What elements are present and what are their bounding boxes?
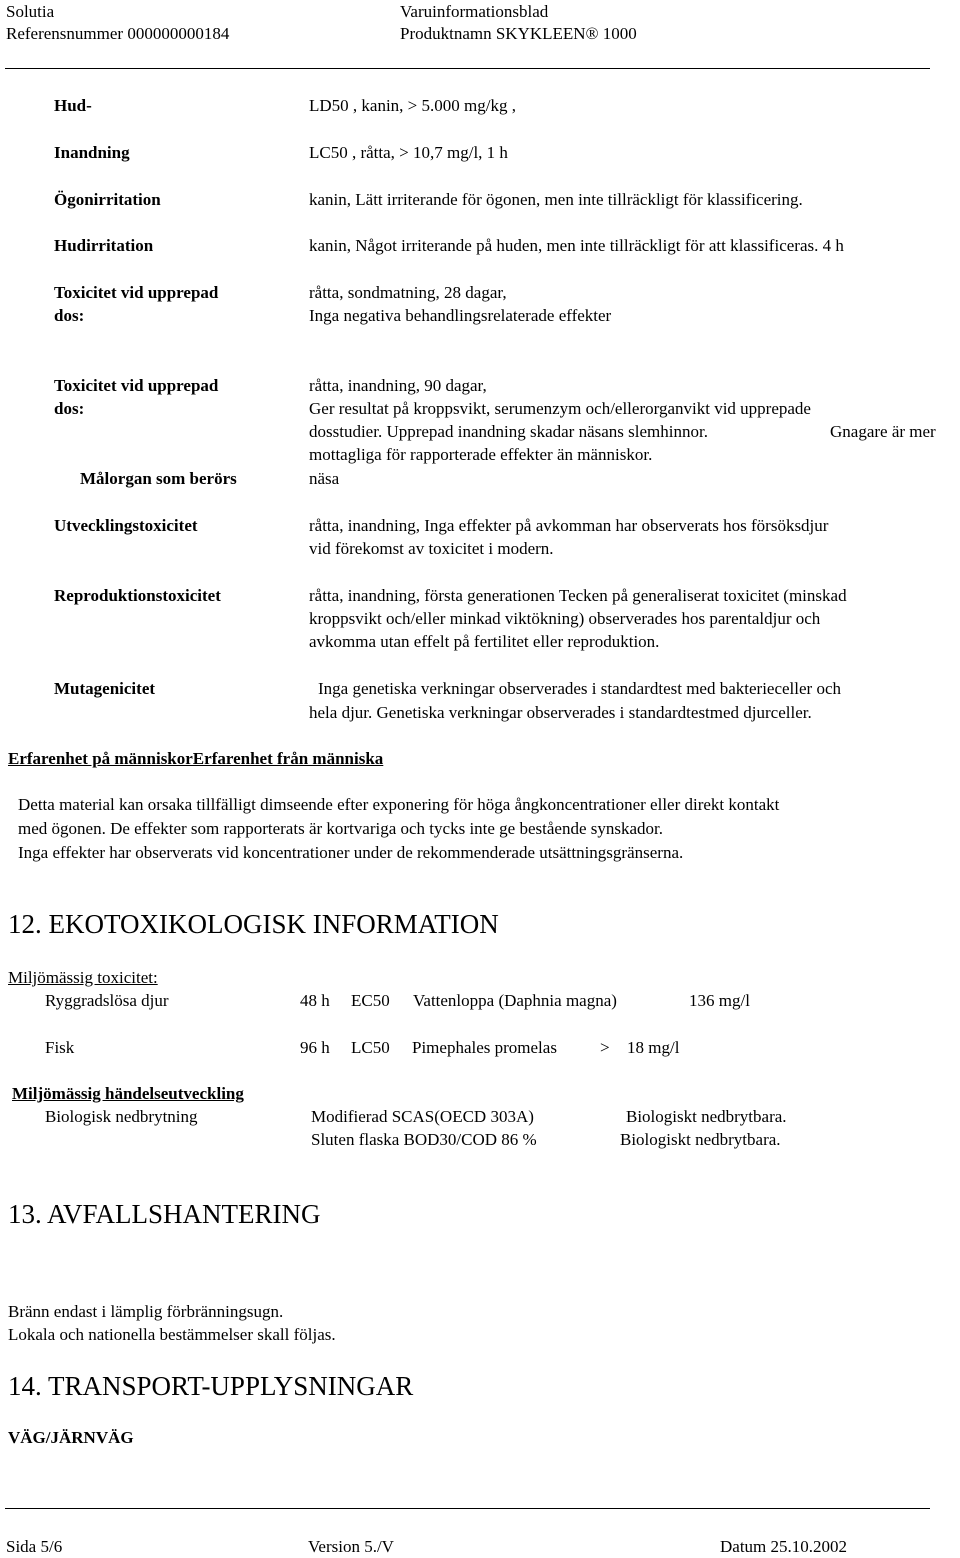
tox-value-repeated-dose-2-line3b: Gnagare är mer [830,422,936,441]
footer-divider [5,1508,930,1509]
tox-value-reproductive: råtta, inandning, första generationen Tecken på generaliserat toxicitet (minskad [309,586,847,605]
footer-date: Datum 25.10.2002 [720,1537,848,1556]
section-13-title: 13. AVFALLSHANTERING [8,1199,321,1229]
tox-label-mutagenicity: Mutagenicitet [54,679,156,698]
tox-value-mutagenicity-cont: hela djur. Genetiska verkningar observerades i standardtestmed djurceller. [309,703,812,722]
tox-label-repeated-dose-1: Toxicitet vid upprepad [54,283,219,302]
disposal-line-2: Lokala och nationella bestämmelser skall följas. [8,1325,336,1344]
ecotox-row-fish-test: LC50 [351,1038,390,1057]
header-product: Produktnamn SKYKLEEN® 1000 [400,24,637,43]
human-experience-line-2: med ögonen. De effekter som rapporterats är kortvariga och tycks inte ge bestående synskador. [18,819,663,838]
tox-value-developmental-cont: vid förekomst av toxicitet i modern. [309,539,554,558]
tox-value-hud: LD50 , kanin, > 5.000 mg/kg , [309,96,516,115]
section-12-title: 12. EKOTOXIKOLOGISK INFORMATION [8,909,499,939]
footer-version: Version 5./V [308,1537,394,1556]
biodegradation-method-2: Sluten flaska BOD30/COD 86 % [311,1130,537,1149]
tox-value-mutagenicity: Inga genetiska verkningar observerades i standardtest med bakterieceller och [318,679,841,698]
ecotox-row-fish-operator: > [600,1038,610,1057]
tox-value-hudirritation: kanin, Något irriterande på huden, men inte tillräckligt för att klassificeras. 4 h [309,236,844,255]
tox-value-repeated-dose-2: råtta, inandning, 90 dagar, [309,376,487,395]
tox-value-reproductive-line2: kroppsvikt och/eller minkad viktökning) observerades hos parentaldjur och [309,609,821,628]
tox-label-inandning: Inandning [54,143,130,162]
biodegradation-method-1: Modifierad SCAS(OECD 303A) [311,1107,534,1126]
tox-label-hudirritation: Hudirritation [54,236,154,255]
human-experience-line-3: Inga effekter har observerats vid koncentrationer under de rekommenderade utsättningsgränserna. [18,843,684,862]
env-fate-heading: Miljömässig händelseutveckling [12,1084,244,1103]
tox-label-target-organ: Målorgan som berörs [80,469,237,488]
biodegradation-label: Biologisk nedbrytning [45,1107,198,1126]
tox-value-repeated-dose-1: råtta, sondmatning, 28 dagar, [309,283,507,302]
ecotox-row-invertebrates-label: Ryggradslösa djur [45,991,169,1010]
ecotox-row-invertebrates-test: EC50 [351,991,390,1010]
ecotox-row-invertebrates-time: 48 h [300,991,330,1010]
tox-value-repeated-dose-2-line3: dosstudier. Upprepad inandning skadar näsans slemhinnor. [309,422,708,441]
tox-value-repeated-dose-2-line4: mottagliga för rapporterade effekter än människor. [309,445,653,464]
tox-value-repeated-dose-1-cont: Inga negativa behandlingsrelaterade effekter [309,306,612,325]
tox-label-hud: Hud- [54,96,92,115]
tox-value-reproductive-line3: avkomma utan effelt på fertilitet eller reproduktion. [309,632,660,651]
tox-value-inandning: LC50 , råtta, > 10,7 mg/l, 1 h [309,143,508,162]
ecotox-row-invertebrates-value: 136 mg/l [689,991,750,1010]
header-reference: Referensnummer 000000000184 [6,24,230,43]
disposal-line-1: Bränn endast i lämplig förbränningsugn. [8,1302,284,1321]
section-14-title: 14. TRANSPORT-UPPLYSNINGAR [8,1371,414,1401]
human-experience-line-1: Detta material kan orsaka tillfälligt dimseende efter exponering för höga ångkoncentrationer eller direkt kontakt [18,795,780,814]
tox-value-repeated-dose-2-line2: Ger resultat på kroppsvikt, serumenzym och/ellerorganvikt vid upprepade [309,399,811,418]
header-company: Solutia [6,2,55,21]
ecotox-row-fish-value: 18 mg/l [627,1038,680,1057]
tox-label-repeated-dose-2: Toxicitet vid upprepad [54,376,219,395]
human-experience-heading: Erfarenhet på människorErfarenhet från människa [8,749,384,768]
biodegradation-result-2: Biologiskt nedbrytbara. [620,1130,781,1149]
footer-page: Sida 5/6 [6,1537,63,1556]
ecotox-row-fish-label: Fisk [45,1038,75,1057]
tox-label-repeated-dose-2-cont: dos: [54,399,85,418]
env-toxicity-heading: Miljömässig toxicitet: [8,968,158,987]
header-doc-type: Varuinformationsblad [400,2,549,21]
tox-value-developmental: råtta, inandning, Inga effekter på avkomman har observerats hos försöksdjur [309,516,829,535]
tox-label-repeated-dose-1-cont: dos: [54,306,85,325]
tox-label-reproductive: Reproduktionstoxicitet [54,586,221,605]
ecotox-row-fish-time: 96 h [300,1038,330,1057]
ecotox-row-fish-species: Pimephales promelas [412,1038,557,1057]
tox-value-ogonirritation: kanin, Lätt irriterande för ögonen, men inte tillräckligt för klassificering. [309,190,803,209]
biodegradation-result-1: Biologiskt nedbrytbara. [626,1107,787,1126]
ecotox-row-invertebrates-species: Vattenloppa (Daphnia magna) [413,991,617,1010]
header-divider [5,68,930,69]
tox-label-developmental: Utvecklingstoxicitet [54,516,198,535]
tox-value-target-organ: näsa [309,469,340,488]
tox-label-ogonirritation: Ögonirritation [54,190,161,209]
road-rail-heading: VÄG/JÄRNVÄG [8,1428,134,1447]
